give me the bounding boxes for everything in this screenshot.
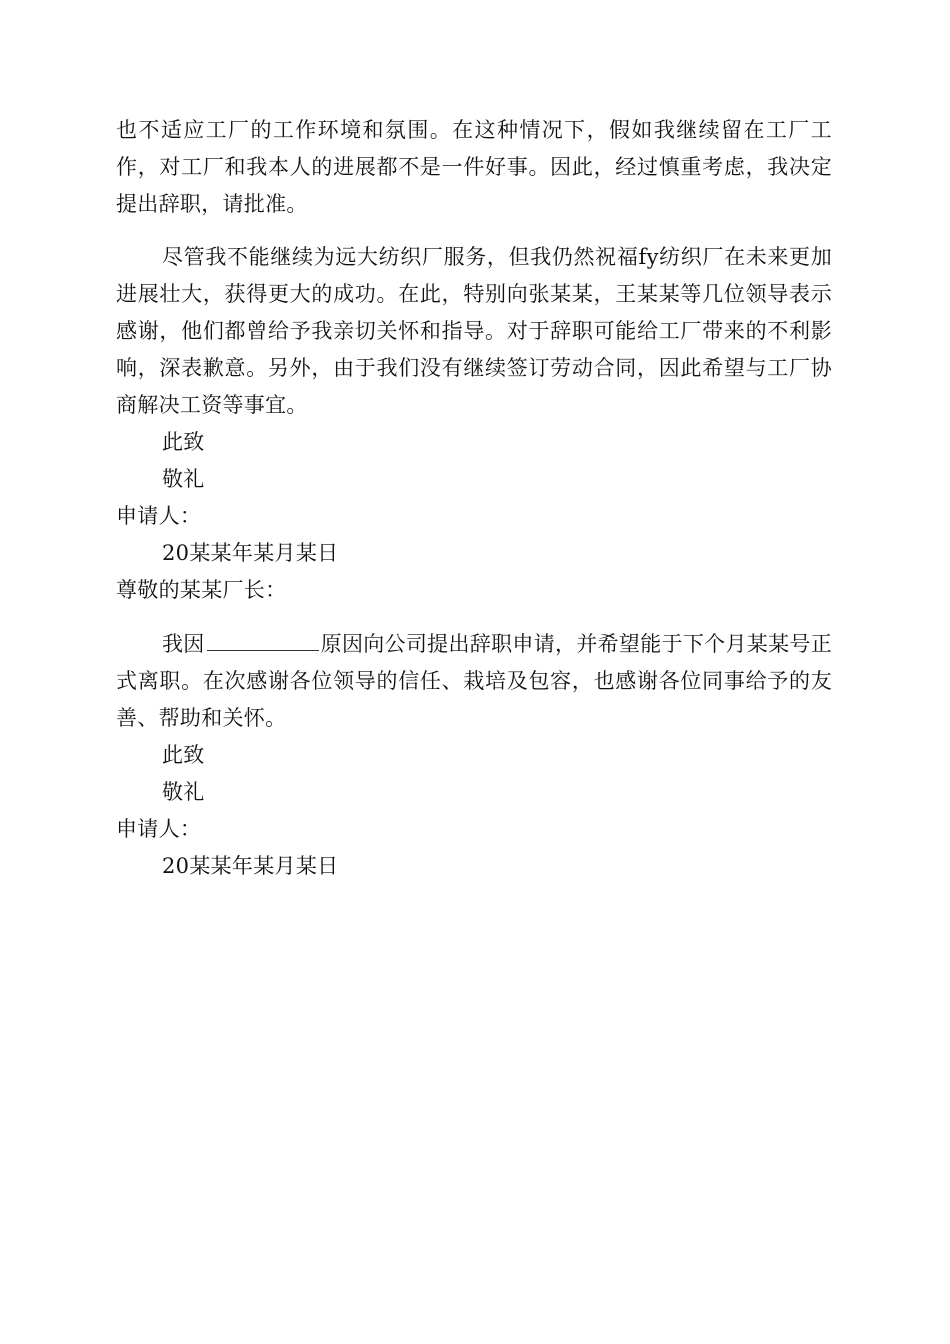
letter2-p1-rest: 原因向公司提出辞职申请，并希望能于下个月某某号正式离职。在次感谢各位领导的信任、栽培及包容，也感谢各位同事给予的友善、帮助和关怀。 [116, 632, 832, 730]
letter2-applicant: 申请人： [116, 817, 202, 841]
letter2-closing-1: 此致 [162, 743, 205, 767]
letter2-salutation: 尊敬的某某厂长： [116, 578, 287, 602]
letter1-closing-2: 敬礼 [162, 467, 205, 491]
document-page [116, 112, 832, 885]
letter1-paragraph-1: 也不适应工厂的工作环境和氛围。在这种情况下，假如我继续留在工厂工作，对工厂和我本人的进展都不是一件好事。因此，经过慎重考虑，我决定提出辞职，请批准。 [116, 118, 832, 216]
letter1-applicant: 申请人： [116, 504, 202, 528]
letter2-paragraph-1 [116, 626, 832, 737]
letter1-date: 20某某年某月某日 [162, 541, 339, 565]
letter1-closing-1: 此致 [162, 430, 205, 454]
fill-in-blank[interactable] [207, 630, 319, 651]
letter1-paragraph-2: 尽管我不能继续为远大纺织厂服务，但我仍然祝福fy纺织厂在未来更加进展壮大，获得更大的成功。在此，特别向张某某，王某某等几位领导表示感谢，他们都曾给予我亲切关怀和指导。对于辞职可能给工厂带来的不利影响，深表歉意。另外，由于我们没有继续签订劳动合同，因此希望与工厂协商解决工资等事宜。 [116, 245, 832, 417]
letter2-p1-start: 我因 [162, 632, 205, 656]
letter2-date: 20某某年某月某日 [162, 854, 339, 878]
letter2-closing-2: 敬礼 [162, 780, 205, 804]
